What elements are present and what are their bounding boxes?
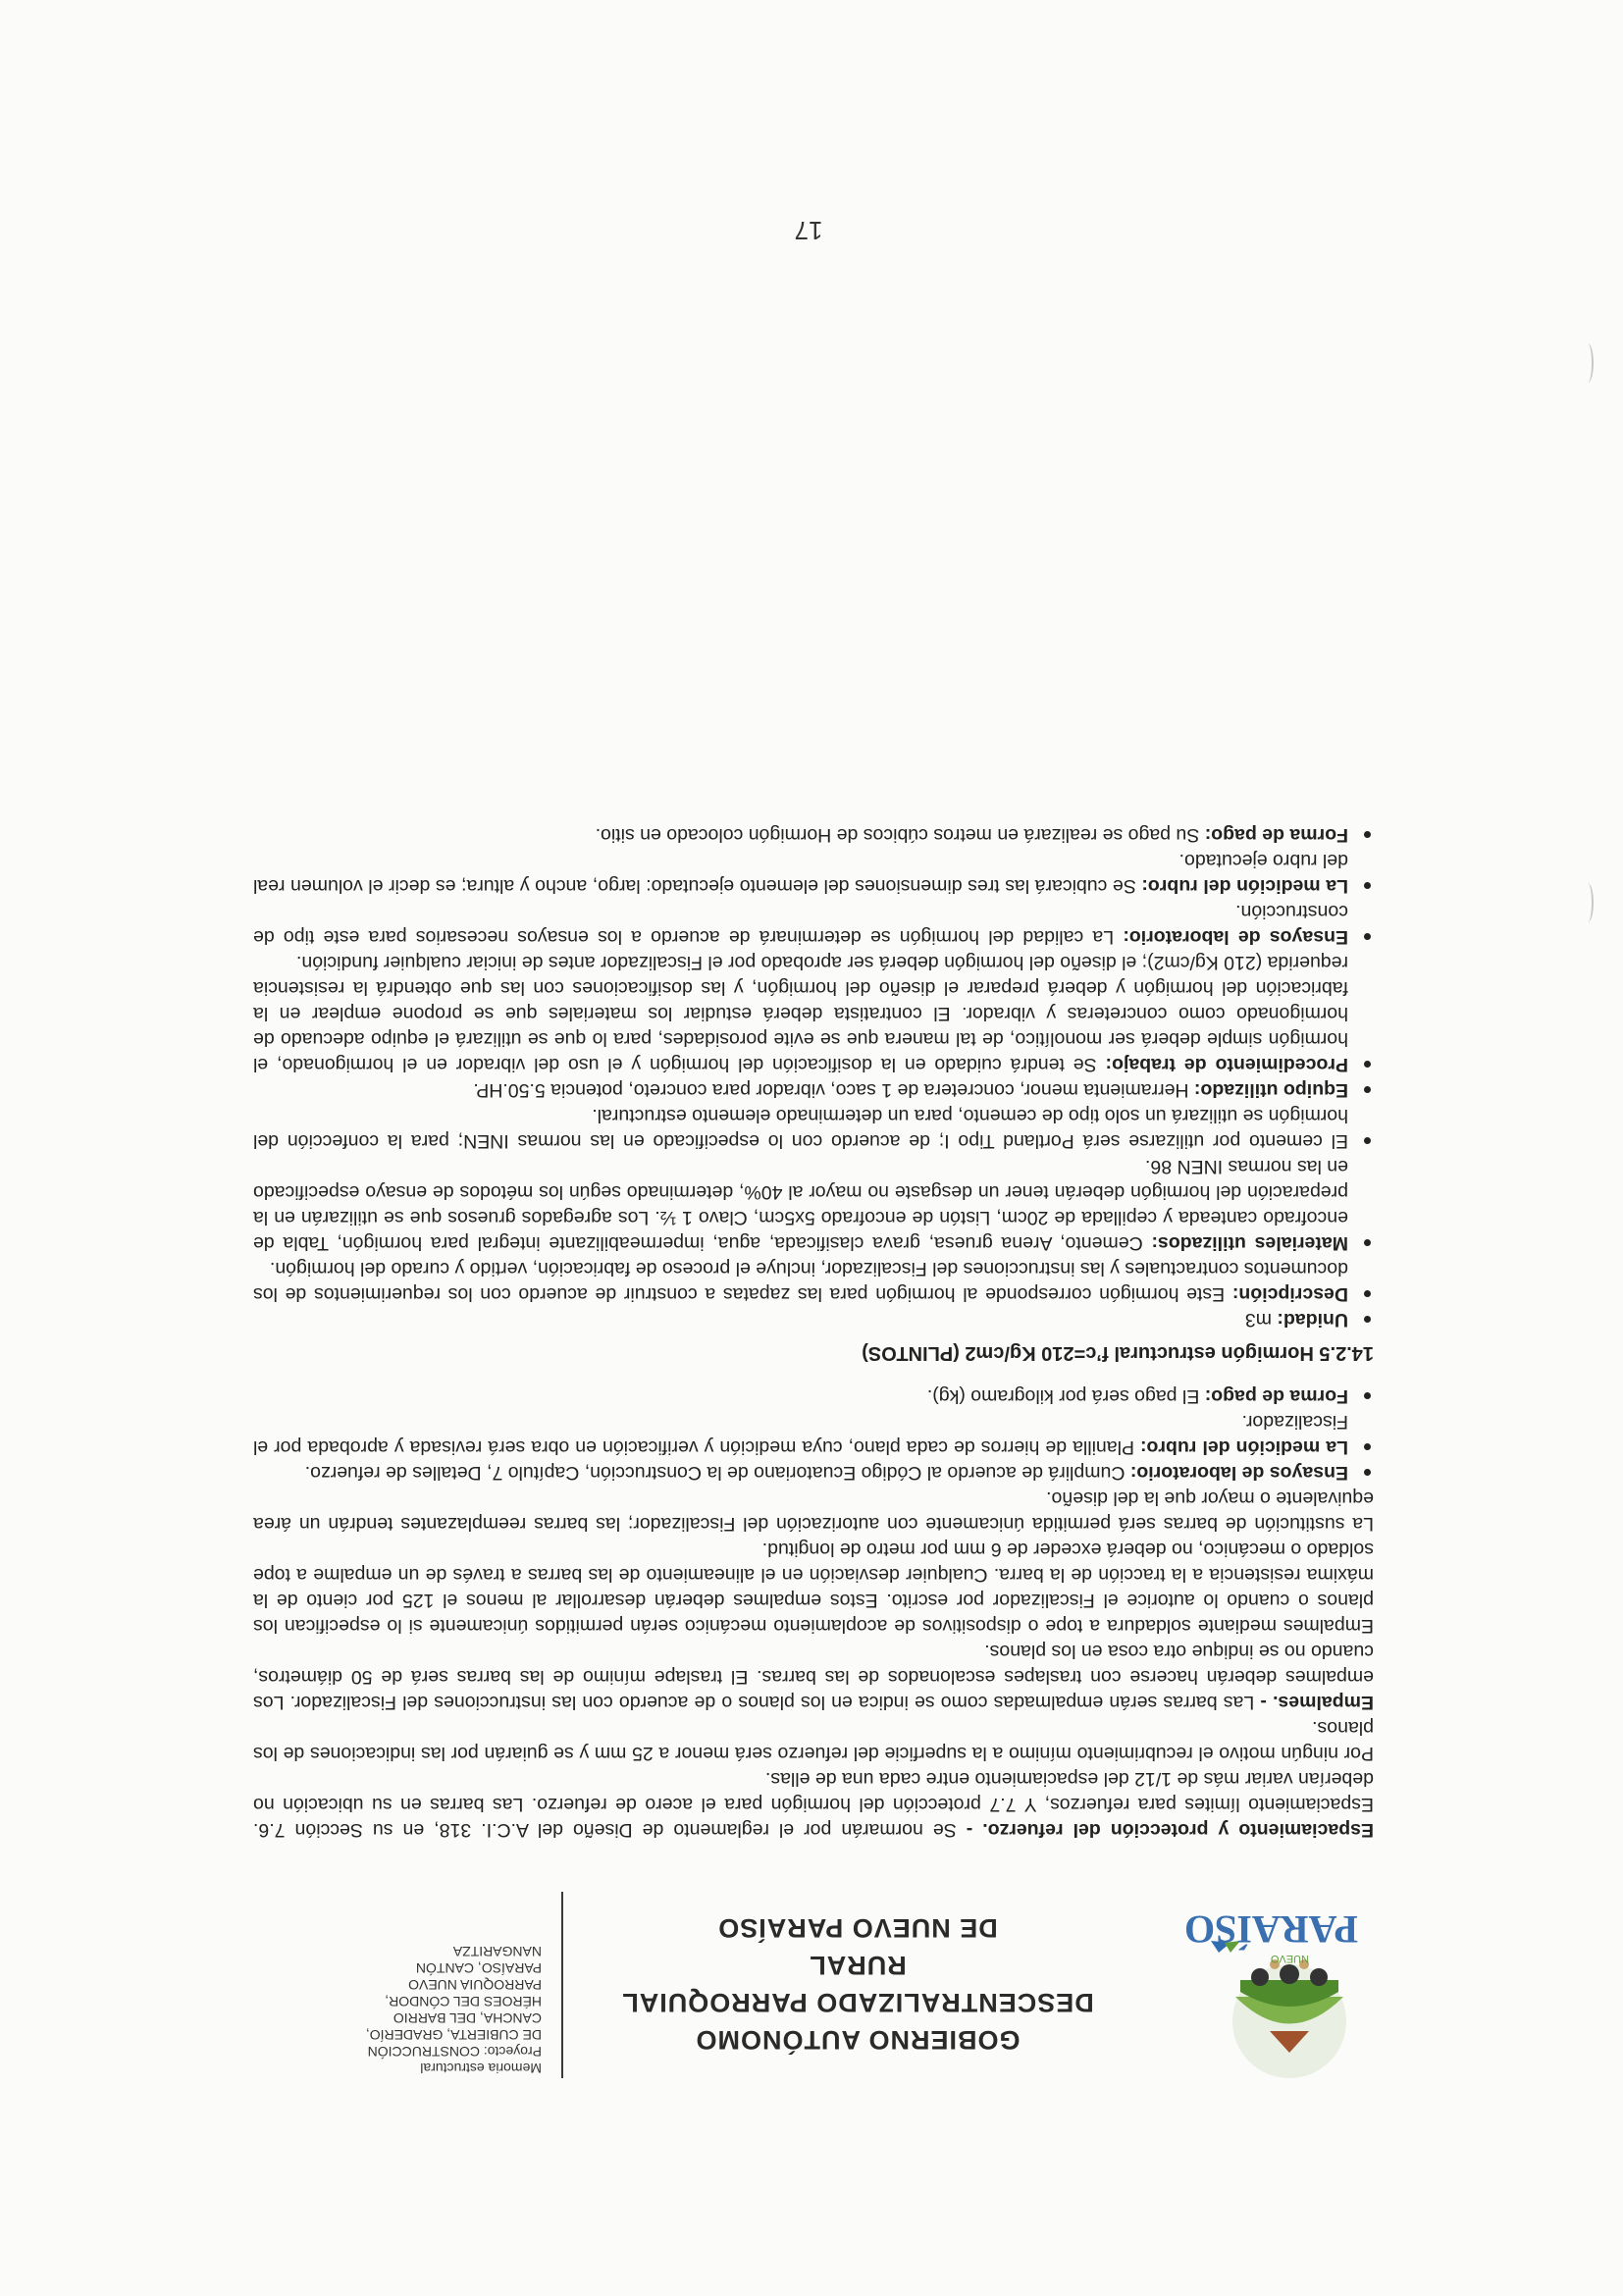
bullet-payment xyxy=(253,1383,1374,1409)
paragraph-splices-2: Empalmes mediante soldadura a tope o dispositivos de acoplamiento mecánico serán permitidos únicamente si lo especifican los planos o cuando lo autorice el Fiscalizador por escrito. Estos empalmes deberán desarrollar al menos el 125 por ciento de la máxima resistencia a la tracción de la barra. Cualquier desviación en el alineamiento de las barras a través de un empalme a tope soldado o mecánico, no deberá exceder de 6 mm por metro de longitud. xyxy=(253,1539,1374,1637)
bullet-measure-2 xyxy=(253,848,1374,899)
bullet-label: La medición del rubro: xyxy=(1141,875,1348,897)
project-info xyxy=(306,1943,542,2076)
bullet-text: Planilla de hierros de cada plano, cuya medición y verificación en obra será revisada y aprobada por el Fiscalizador. xyxy=(252,1411,1348,1458)
bullet-text: Cemento, Arena gruesa, grava clasificada, agua, impermeabilizante integral para hormigón, Tabla de encofrado canteada y cepillada de 20cm, Listón de encofrado 5x5cm, Clavo 1 ½. Los agregados gruesos que se utilizarán en la preparación del hormigón deberán tener un desgaste no mayor al 40%, determinado según los métodos de ensayo especificado en las normas INEN 86. xyxy=(252,1156,1348,1254)
bullet-label: Forma de pago: xyxy=(1204,1385,1348,1407)
logo-small-text: NUEVO xyxy=(1270,1953,1309,1964)
org-title-line: DESCENTRALIZADO PARROQUIAL RURAL xyxy=(621,1951,1094,2017)
project-line: NANGARITZA xyxy=(452,1944,542,1959)
bullet-label: Equipo utilizado: xyxy=(1193,1079,1348,1101)
paragraph-spacing xyxy=(253,1766,1374,1843)
bullet-text: m3 xyxy=(1244,1309,1278,1331)
bullet-text: Herramienta menor, concretera de 1 saco, vibrador para concreto, potencia 5.50.HP. xyxy=(473,1079,1194,1101)
bullet-label: Unidad: xyxy=(1277,1309,1348,1331)
bullet-unit xyxy=(253,1307,1374,1332)
section-heading: 14.2.5 Hormigón estructural f’c=210 Kg/cm2 (PLINTOS) xyxy=(862,1342,1374,1364)
bullet-text: Su pago se realizará en metros cúbicos de Hormigón colocado en sitio. xyxy=(595,824,1205,846)
project-line: HÉROES DEL CÓNDOR, xyxy=(385,1994,542,2009)
header-divider xyxy=(561,1892,563,2078)
bullet-measure xyxy=(253,1409,1374,1460)
bullet-label: Descripción: xyxy=(1231,1283,1348,1305)
bullet-label: Forma de pago: xyxy=(1204,824,1348,846)
logo-wordmark: PARAÍSO xyxy=(1183,1907,1358,1952)
bullet-cement: El cemento por utilizarse será Portland Tipo I; de acuerdo con lo especificado en las normas INEN; para la confección del hormigón se utilizará un solo tipo de cemento, para un determinado elemento estructural. xyxy=(253,1103,1374,1154)
project-line: Proyecto: CONSTRUCCIÓN xyxy=(367,2044,542,2060)
bullet-description xyxy=(253,1256,1374,1307)
bullet-label: La medición del rubro: xyxy=(1140,1436,1348,1458)
bullet-text: Se cubicará las tres dimensiones del elemento ejecutado: largo, ancho y altura; es decir el volumen real del rubro ejecutado. xyxy=(253,850,1348,897)
bullet-label: Ensayos de laboratorio: xyxy=(1129,1462,1348,1484)
paragraph-substitution: La sustitución de barras será permitida únicamente con autorización del Fiscalizador; las barras reemplazantes tendrán un área equivalente o mayor que la del diseño. xyxy=(253,1487,1374,1535)
bullet-text: Se tendrá cuidado en la dosificación del hormigón y el uso del vibrador en el hormigonado, el hormigón simple deberá ser monolítico, de tal manera que se evite porosidades, para lo que se utilizará el equipo adecuado de hormigonado como concreteras y vibrador. El contratista deberá estudiar los materiales que se propone emplear en la fabricación del hormigón y deberá preparar el diseño del hormigón, y las dosificaciones con las que obtendrá la resistencia requerida (210 Kg/cm2); el diseño del hormigón deberá ser aprobado por el Fiscalizador antes de iniciar cualquier fundición. xyxy=(253,952,1348,1075)
paragraph-label: Espaciamiento y protección del refuerzo. - xyxy=(966,1819,1374,1841)
bullet-lab-2 xyxy=(253,899,1374,950)
document-body xyxy=(253,822,1374,1843)
organization-title xyxy=(602,1909,1113,2059)
paragraph-label: Empalmes. - xyxy=(1260,1692,1374,1713)
page-number: 17 xyxy=(794,216,823,245)
punch-hole-mark xyxy=(1582,343,1594,383)
project-line: CANCHA, DEL BARRIO xyxy=(393,2010,542,2026)
project-line: DE CUBIERTA, GRADERÍO, xyxy=(365,2027,542,2043)
project-line: PARROQUIA NUEVO xyxy=(408,1977,542,1993)
bullet-equipment xyxy=(253,1077,1374,1103)
bullet-payment-2 xyxy=(253,822,1374,848)
org-title-line: DE NUEVO PARAÍSO xyxy=(717,1913,998,1943)
bullet-text: El pago será por kilogramo (kg). xyxy=(926,1385,1205,1407)
bullet-lab xyxy=(253,1460,1374,1486)
bullet-text: La calidad del hormigón se determinará de acuerdo a los ensayos necesarios para este tipo de construcción. xyxy=(252,901,1348,948)
paragraph-text: Las barras serán empalmadas como se indica en los planos o de acuerdo con las instrucciones del Fiscalizador. Los empalmes deberán hacerse con traslapes escalonados de las barras. El traslape mínimo de las barras será de 50 diámetros, cuando no se indique otra cosa en los planos. xyxy=(253,1641,1374,1713)
bullet-materials xyxy=(253,1154,1374,1256)
bullet-label: Procedimiento de trabajo: xyxy=(1105,1054,1348,1075)
page-header xyxy=(220,1884,1378,2090)
org-title-line: GOBIERNO AUTÓNOMO xyxy=(695,2025,1021,2055)
bullet-label: Ensayos de laboratorio: xyxy=(1123,926,1348,948)
project-line: Memoria estructural xyxy=(420,2061,542,2076)
punch-hole-mark xyxy=(1582,883,1594,922)
bullet-procedure xyxy=(253,950,1374,1077)
parish-logo xyxy=(1183,1894,1378,2090)
paragraph-text: Se normarán por el reglamento de Diseño del A.C.I. 318, en su Sección 7.6. Espaciamiento límites para refuerzos, Y 7.7 protección del hormigón para el acero de refuerzo. Las barras en su ubicación no deberían variar más de 1/12 del espaciamiento entre cada una de ellas. xyxy=(253,1768,1374,1841)
paragraph-splices xyxy=(253,1639,1374,1715)
paragraph-cover: Por ningún motivo el recubrimiento mínimo a la superficie del refuerzo será menor a 25 mm y se guiarán por las indicaciones de los planos. xyxy=(253,1717,1374,1764)
bullet-text: Este hormigón corresponde al hormigón para las zapatas a construir de acuerdo con los requerimientos de los documentos contractuales y las instrucciones del Fiscalizador, incluye el proceso de fabricación, vertido y curado del hormigón. xyxy=(253,1258,1348,1305)
project-line: PARAÍSO, CANTÓN xyxy=(415,1960,542,1976)
bullet-text: Cumplirá de acuerdo al Código Ecuatoriano de la Construcción, Capítulo 7, Detalles de refuerzo. xyxy=(304,1462,1130,1484)
bullet-label: Materiales utilizados: xyxy=(1151,1232,1348,1254)
